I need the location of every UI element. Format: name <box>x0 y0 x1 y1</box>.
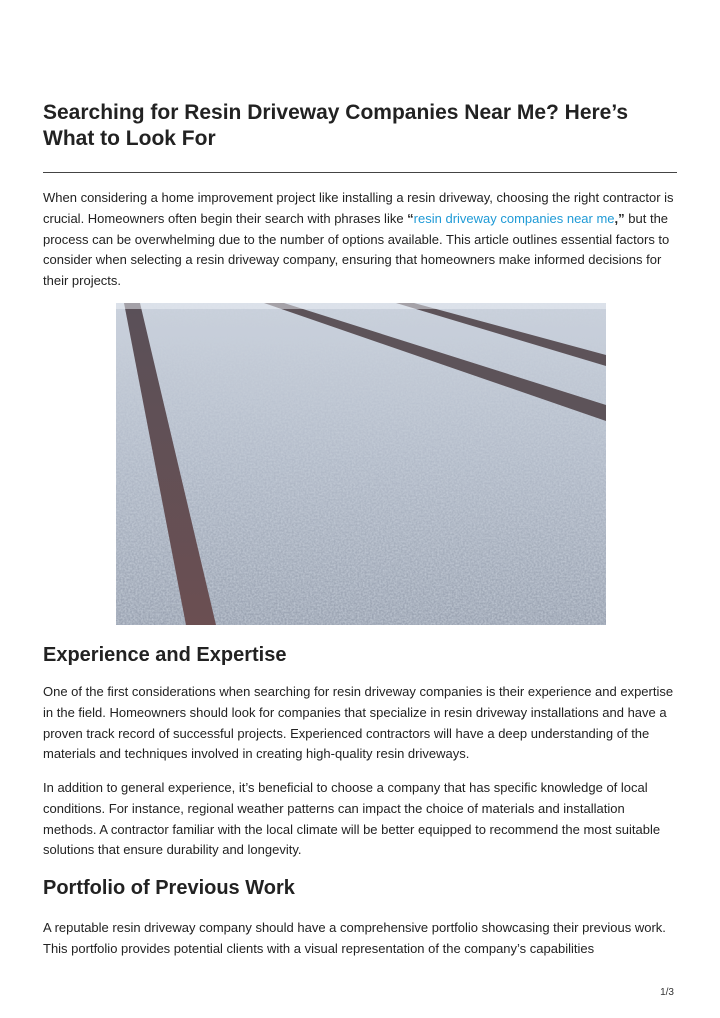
page-number: 1/3 <box>660 987 674 998</box>
open-quote: “ <box>407 210 414 226</box>
intro-text-before-link: When considering a home improvement project like installing a resin driveway, choosing the right contractor is crucial. Homeowners often begin their search with phrases like <box>43 190 674 226</box>
title-divider <box>43 172 677 173</box>
resin-driveway-photo <box>116 303 606 625</box>
section-heading-experience: Experience and Expertise <box>43 644 287 666</box>
portfolio-paragraph-1: A reputable resin driveway company should have a comprehensive portfolio showcasing their previous work. This portfolio provides potential clients with a visual representation of the company’s capabilities <box>43 920 666 956</box>
close-quote: ,” <box>614 210 625 226</box>
resin-driveway-companies-link[interactable]: resin driveway companies near me <box>413 210 615 226</box>
page-title: Searching for Resin Driveway Companies Near Me? Here’s What to Look For <box>43 101 629 150</box>
section-heading-portfolio: Portfolio of Previous Work <box>43 877 295 899</box>
experience-paragraph-2: In addition to general experience, it’s beneficial to choose a company that has specific knowledge of local conditions. For instance, regional weather patterns can impact the choice of materials and installation methods. A contractor familiar with the local climate will be better equipped to recommend the most suitable solutions that ensure durability and longevity. <box>43 780 661 858</box>
intro-paragraph <box>43 188 679 292</box>
intro-text-after-link: but the process can be overwhelming due to the number of options available. This article outlines essential factors to consider when selecting a resin driveway company, ensuring that homeowners make informed decisions for their projects. <box>43 210 670 289</box>
experience-paragraph-1: One of the first considerations when searching for resin driveway companies is their experience and expertise in the field. Homeowners should look for companies that specialize in resin driveway installations and have a proven track record of successful projects. Experienced contractors will have a deep understanding of the materials and techniques involved in creating high-quality resin driveways. <box>43 684 674 762</box>
